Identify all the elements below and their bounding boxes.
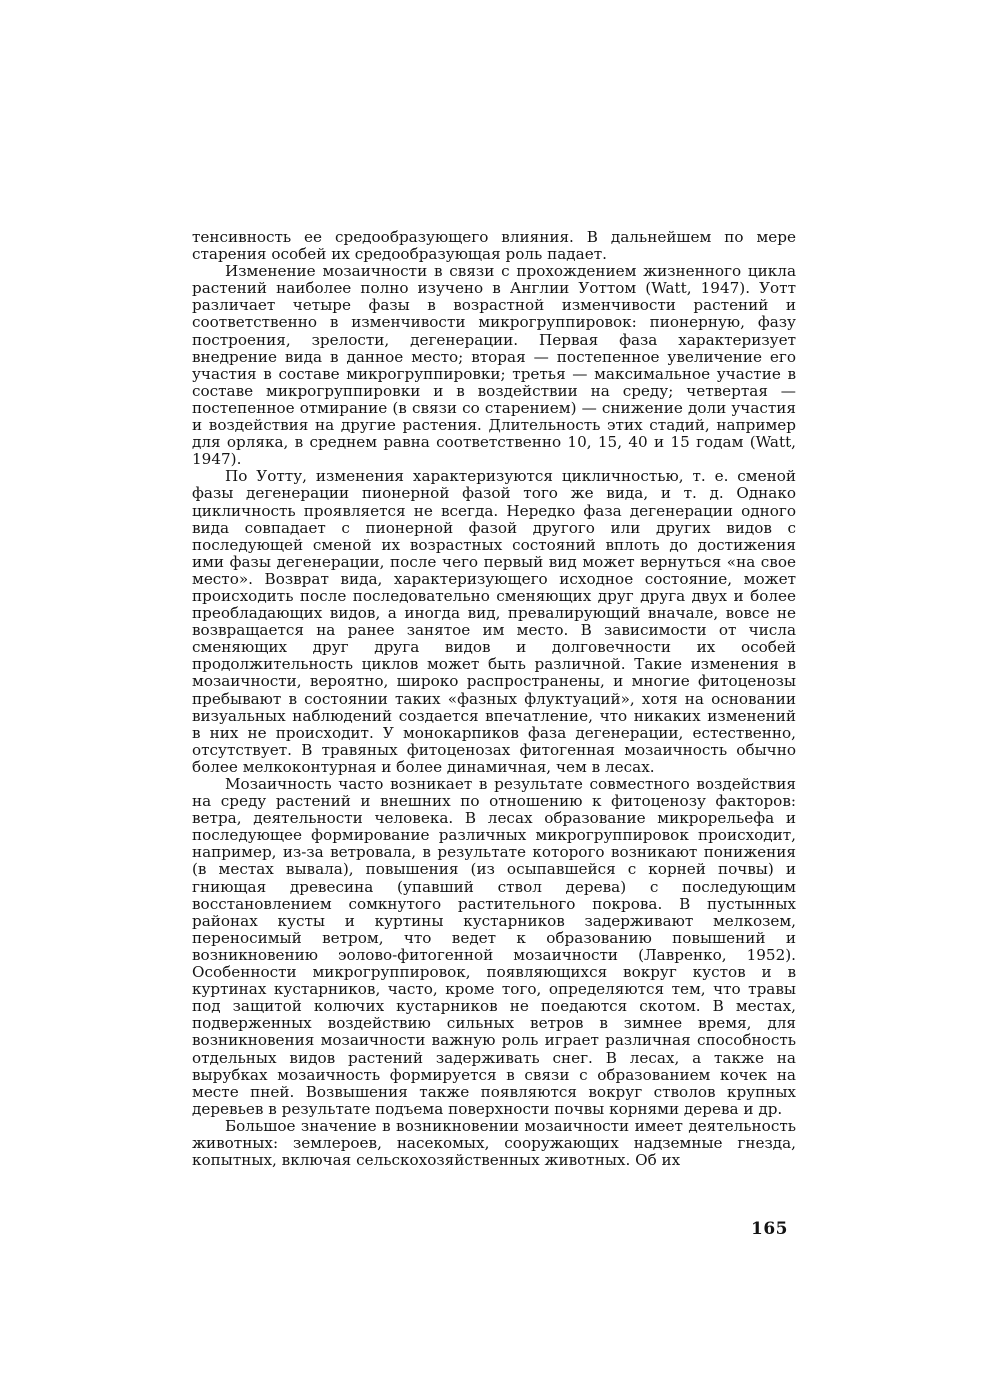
paragraph-animals: Большое значение в возникновении мозаичности имеет деятельность животных: землероев, насекомых, сооружающих надземные гнезда, копытных, включая сельскохозяйственных животных. Об их <box>192 1116 796 1170</box>
paragraph-watt-phases: Изменение мозаичности в связи с прохождением жизненного цикла растений наиболее полно изучено в Англии Уоттом (Watt, 1947). Уотт различает четыре фазы в возрастной изменчивости растений и соответственно в изменчивости микрогруппировок: пионерную, фазу построения, зрелости, дегенерации. Первая фаза характеризует внедрение вида в данное место; вторая — постепенное увеличение его участия в составе микрогруппировки; третья — максимальное участие в составе микрогруппировки и в воздействии на среду; четвертая — постепенное отмирание (в связи со старением) — снижение доли участия и воздействия на другие растения. Длительность этих стадий, например для орляка, в среднем равна соответственно 10, 15, 40 и 15 годам (Watt, 1947). <box>192 262 796 469</box>
paragraph-external-factors: Мозаичность часто возникает в результате совместного воздействия на среду растений и внешних по отношению к фитоценозу факторов: ветра, деятельности человека. В лесах образование микрорельефа и последующее формирование различных микрогруппировок происходит, например, из-за ветровала, в результате которого возникают понижения (в местах вывала), повышения (из осыпавшейся с корней почвы) и гниющая древесина (упавший ствол дерева) с последующим восстановлением сомкнутого растительного покрова. В пустынных районах кусты и куртины кустарников задерживают мелкозем, переносимый ветром, что ведет к образованию повышений и возникновению эолово-фитогенной мозаичности (Лавренко, 1952). Особенности микрогруппировок, появляющихся вокруг кустов и в куртинах кустарников, часто, кроме того, определяются тем, что травы под защитой колючих кустарников не поедаются скотом. В местах, подверженных воздействию сильных ветров в зимнее время, для возникновения мозаичности важную роль играет различная способность отдельных видов растений задерживать снег. В лесах, а также на вырубках мозаичность формируется в связи с образованием кочек на месте пней. Возвышения также появляются вокруг стволов крупных деревьев в результате подъема поверхности почвы корнями дерева и др. <box>192 775 796 1118</box>
body-text <box>192 229 796 1169</box>
paragraph-cyclicity: По Уотту, изменения характеризуются цикличностью, т. е. сменой фазы дегенерации пионерной фазой того же вида, и т. д. Однако цикличность проявляется не всегда. Нередко фаза дегенерации одного вида совпадает с пионерной фазой другого или других видов с последующей сменой их возрастных состояний вплоть до достижения ими фазы дегенерации, после чего первый вид может вернуться «на свое место». Возврат вида, характеризующего исходное состояние, может происходить после последовательно сменяющих друг друга двух и более преобладающих видов, а иногда вид, превалирующий вначале, вовсе не возвращается на ранее занятое им место. В зависимости от числа сменяющих друг друга видов и долговечности их особей продолжительность циклов может быть различной. Такие изменения в мозаичности, вероятно, широко распространены, и многие фитоценозы пребывают в состоянии таких «фазных флуктуаций», хотя на основании визуальных наблюдений создается впечатление, что никаких изменений в них не происходит. У монокарпиков фаза дегенерации, естественно, отсутствует. В травяных фитоценозах фитогенная мозаичность обычно более мелкоконтурная и более динамичная, чем в лесах. <box>192 467 796 776</box>
paragraph-continuation: тенсивность ее средообразующего влияния. В дальнейшем по мере старения особей их средообразующая роль падает. <box>192 228 796 264</box>
page-number: 165 <box>751 1219 788 1239</box>
